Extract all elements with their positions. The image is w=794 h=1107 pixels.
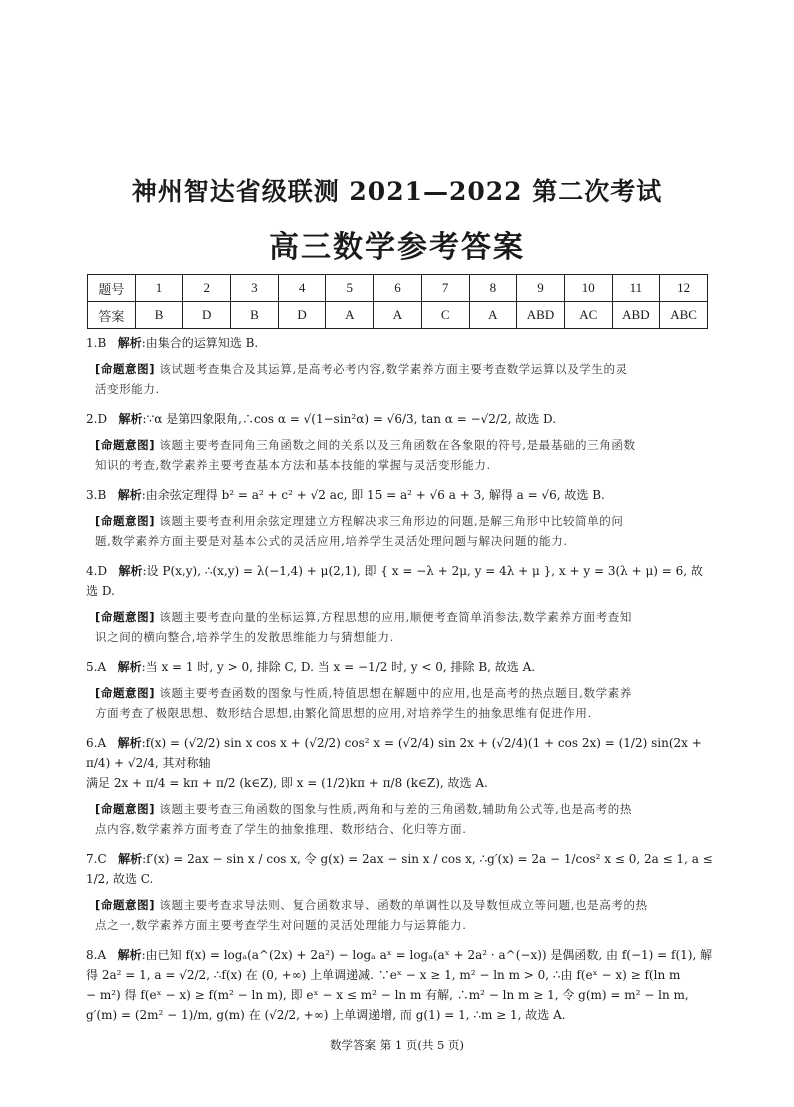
table-cell: A xyxy=(326,302,374,329)
solution-line xyxy=(86,849,714,889)
intent-text: 该题主要考查同角三角函数之间的关系以及三角函数在各象限的符号,是最基础的三角函数 xyxy=(159,438,636,452)
table-cell: 2 xyxy=(183,275,231,302)
analysis-label: 解析 xyxy=(118,412,143,426)
solution-line xyxy=(86,657,714,677)
solutions-list xyxy=(86,333,714,1035)
analysis-label: 解析 xyxy=(117,336,142,350)
intent-line xyxy=(95,607,714,627)
table-cell: D xyxy=(278,302,326,329)
intent-text: 点内容,数学素养方面考查了学生的抽象推理、数形结合、化归等方面. xyxy=(95,822,467,836)
table-cell: 12 xyxy=(660,275,708,302)
table-cell: ABD xyxy=(517,302,565,329)
solution-text: 满足 2x + π/4 = kπ + π/2 (k∈Z), 即 x = (1/2)kπ + π/8 (k∈Z), 故选 A. xyxy=(86,776,488,790)
analysis-label: 解析 xyxy=(117,736,142,750)
table-cell: B xyxy=(231,302,279,329)
intent-text: 该题主要考查求导法则、复合函数求导、函数的单调性以及导数恒成立等问题,也是高考的热 xyxy=(159,898,648,912)
solution-text: :∵α 是第四象限角,∴cos α = √(1−sin²α) = √6/3, tan α = −√2/2, 故选 D. xyxy=(142,412,557,426)
table-cell: 11 xyxy=(612,275,660,302)
solution-line xyxy=(86,409,714,429)
solution-line xyxy=(86,773,714,793)
table-cell: ABC xyxy=(660,302,708,329)
solution-line xyxy=(86,333,714,353)
intent-line xyxy=(95,915,714,935)
table-cell: 4 xyxy=(278,275,326,302)
question-block xyxy=(86,409,714,485)
solution-text: :由余弦定理得 b² = a² + c² + √2 ac, 即 15 = a² + √6 a + 3, 解得 a = √6, 故选 B. xyxy=(141,488,605,502)
table-cell: 9 xyxy=(517,275,565,302)
table-cell: B xyxy=(135,302,183,329)
analysis-label: 解析 xyxy=(117,660,142,674)
answer-table xyxy=(87,274,708,329)
table-cell: 8 xyxy=(469,275,517,302)
intent-line xyxy=(95,819,714,839)
solution-line xyxy=(86,965,714,985)
table-header-cell: 答案 xyxy=(88,302,136,329)
intent-line xyxy=(95,455,714,475)
question-number: 6.A xyxy=(86,736,107,750)
table-cell: 1 xyxy=(135,275,183,302)
page-footer: 数学答案 第 1 页(共 5 页) xyxy=(330,1038,464,1052)
intent-line xyxy=(95,359,714,379)
question-block xyxy=(86,849,714,945)
solution-text: − m²) 得 f(eˣ − x) ≥ f(m² − ln m), 即 eˣ − x ≤ m² − ln m 有解, ∴m² − ln m ≥ 1, 令 g(m) = m² − ln m, xyxy=(86,988,689,1002)
page-title: 高三数学参考答案 xyxy=(269,230,525,265)
intent-tag: [命题意图] xyxy=(95,802,156,816)
exam-title: 神州智达省级联测 2021—2022 第二次考试 xyxy=(131,177,663,206)
table-cell: C xyxy=(421,302,469,329)
solution-text: 得 2a² = 1, a = √2/2, ∴f(x) 在 (0, +∞) 上单调递减. ∵eˣ − x ≥ 1, m² − ln m > 0, ∴由 f(eˣ − x) ≥ f(ln m xyxy=(86,968,681,982)
question-number: 2.D xyxy=(86,412,108,426)
solution-text: :f′(x) = 2ax − sin x / cos x, 令 g(x) = 2ax − sin x / cos x, ∴g′(x) = 2a − 1/cos² x ≤ 0, 2a ≤ 1, a ≤ 1/2, 故选 C. xyxy=(86,852,713,886)
table-cell: A xyxy=(374,302,422,329)
intent-text: 该题主要考查向量的坐标运算,方程思想的应用,顺便考查简单消参法,数学素养方面考查知 xyxy=(159,610,632,624)
solution-text: :由集合的运算知选 B. xyxy=(141,336,259,350)
table-row xyxy=(88,302,708,329)
table-cell: A xyxy=(469,302,517,329)
table-cell: D xyxy=(183,302,231,329)
solution-line xyxy=(86,733,714,773)
table-cell: ABD xyxy=(612,302,660,329)
intent-line xyxy=(95,799,714,819)
table-cell: 7 xyxy=(421,275,469,302)
table-cell: 10 xyxy=(564,275,612,302)
analysis-label: 解析 xyxy=(117,488,142,502)
solution-line xyxy=(86,561,714,601)
intent-line xyxy=(95,895,714,915)
intent-text: 识之间的横向整合,培养学生的发散思维能力与猜想能力. xyxy=(95,630,394,644)
intent-text: 题,数学素养方面主要是对基本公式的灵活应用,培养学生灵活处理问题与解决问题的能力. xyxy=(95,534,568,548)
analysis-label: 解析 xyxy=(117,948,142,962)
intent-text: 该试题考查集合及其运算,是高考必考内容,数学素养方面主要考查数学运算以及学生的灵 xyxy=(159,362,628,376)
question-number: 3.B xyxy=(86,488,107,502)
question-number: 5.A xyxy=(86,660,107,674)
intent-tag: [命题意图] xyxy=(95,514,156,528)
solution-line xyxy=(86,985,714,1005)
table-cell: AC xyxy=(564,302,612,329)
question-block xyxy=(86,333,714,409)
intent-line xyxy=(95,703,714,723)
intent-line xyxy=(95,435,714,455)
analysis-label: 解析 xyxy=(118,852,143,866)
intent-line xyxy=(95,531,714,551)
intent-line xyxy=(95,379,714,399)
question-number: 4.D xyxy=(86,564,108,578)
solution-text: :f(x) = (√2/2) sin x cos x + (√2/2) cos² x = (√2/4) sin 2x + (√2/4)(1 + cos 2x) = (1/2) sin(2x + π/4) + √2/4, 其对称轴 xyxy=(86,736,702,770)
intent-tag: [命题意图] xyxy=(95,362,156,376)
intent-text: 活变形能力. xyxy=(95,382,160,396)
question-number: 8.A xyxy=(86,948,107,962)
solution-line xyxy=(86,1005,714,1025)
table-cell: 6 xyxy=(374,275,422,302)
intent-text: 点之一,数学素养方面主要考查学生对问题的灵活处理能力与运算能力. xyxy=(95,918,467,932)
question-block xyxy=(86,657,714,733)
question-number: 1.B xyxy=(86,336,107,350)
intent-tag: [命题意图] xyxy=(95,898,156,912)
question-block xyxy=(86,561,714,657)
intent-text: 知识的考查,数学素养主要考查基本方法和基本技能的掌握与灵活变形能力. xyxy=(95,458,491,472)
intent-tag: [命题意图] xyxy=(95,686,156,700)
solution-text: g′(m) = (2m² − 1)/m, g(m) 在 (√2/2, +∞) 上单调递增, 而 g(1) = 1, ∴m ≥ 1, 故选 A. xyxy=(86,1008,566,1022)
solution-line xyxy=(86,945,714,965)
question-block xyxy=(86,945,714,1035)
table-header-cell: 题号 xyxy=(88,275,136,302)
question-block xyxy=(86,733,714,849)
intent-text: 方面考查了极限思想、数形结合思想,由繁化简思想的应用,对培养学生的抽象思维有促进作用. xyxy=(95,706,592,720)
intent-tag: [命题意图] xyxy=(95,438,156,452)
analysis-label: 解析 xyxy=(118,564,143,578)
solution-text: :设 P(x,y), ∴(x,y) = λ(−1,4) + μ(2,1), 即 { x = −λ + 2μ, y = 4λ + μ }, x + y = 3(λ + μ) = 6, 故选 D. xyxy=(86,564,703,598)
table-cell: 3 xyxy=(231,275,279,302)
solution-text: :当 x = 1 时, y > 0, 排除 C, D. 当 x = −1/2 时, y < 0, 排除 B, 故选 A. xyxy=(141,660,536,674)
table-cell: 5 xyxy=(326,275,374,302)
table-row xyxy=(88,275,708,302)
intent-tag: [命题意图] xyxy=(95,610,156,624)
intent-line xyxy=(95,627,714,647)
intent-line xyxy=(95,683,714,703)
solution-text: :由已知 f(x) = logₐ(a^(2x) + 2a²) − logₐ aˣ = logₐ(aˣ + 2a² · a^(−x)) 是偶函数, 由 f(−1) = f(1), 解 xyxy=(141,948,713,962)
question-number: 7.C xyxy=(86,852,107,866)
intent-text: 该题主要考查利用余弦定理建立方程解决求三角形边的问题,是解三角形中比较简单的问 xyxy=(159,514,624,528)
solution-line xyxy=(86,485,714,505)
intent-text: 该题主要考查函数的图象与性质,特值思想在解题中的应用,也是高考的热点题目,数学素养 xyxy=(159,686,632,700)
question-block xyxy=(86,485,714,561)
intent-line xyxy=(95,511,714,531)
intent-text: 该题主要考查三角函数的图象与性质,两角和与差的三角函数,辅助角公式等,也是高考的热 xyxy=(159,802,632,816)
